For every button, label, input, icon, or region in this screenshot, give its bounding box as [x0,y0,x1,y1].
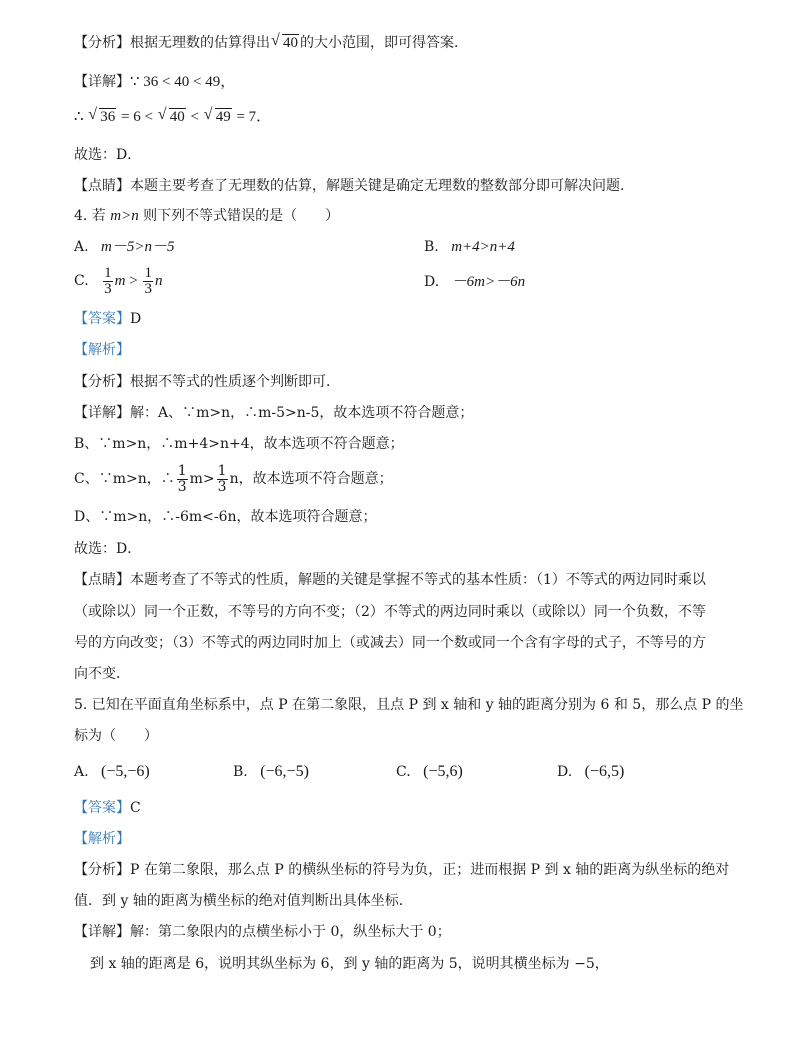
q4-optD-text: －6m>－6n [451,274,526,290]
q5-optA: A. (−5,−6) [74,763,150,780]
q4-answer-line [74,309,141,329]
q4-optD [424,272,525,292]
q4-comment-4: 向不变． [74,666,130,682]
q4-comment-3: 号的方向改变；（3）不等式的两边同时加上（或减去）同一个数或同一个含有字母的式子，不等号的方 [74,635,706,651]
q4-detail-b: B、∵m>n，∴m+4>n+4，故本选项不符合题意； [74,436,404,452]
q5-optC: C. (−5,6) [396,763,463,780]
q5-detail-1: 【详解】解：第二象限内的点横坐标小于 0，纵坐标大于 0； [74,924,451,940]
q4-optB-text: m+4>n+4 [451,239,515,255]
lt-symbol: < [186,109,203,125]
eq-7: = 7． [232,109,272,125]
q5-optB: B. (−6,−5) [233,763,309,780]
sqrt-36: √ 36 [88,107,116,127]
analysis-tag: 【分析】 [74,35,130,51]
q4-detail-c: C、∵m>n，∴ $\frac{1}{3}$ m> $\frac{1}{3}$ n，故本选项不符合题意； [74,462,393,495]
sqrt-40b: √ 40 [158,107,186,127]
q5-analysis-2: 值．到 y 轴的距离为横坐标的绝对值判断出具体坐标． [74,893,413,909]
q3-analysis-line [74,33,468,53]
comment-tag: 【点睛】 [74,178,130,194]
q4-optC [74,262,162,300]
q4-comment-2: （或除以）同一个正数，不等号的方向不变；（2）不等式的两边同时乘以（或除以）同一个负数，不等 [74,604,706,620]
q3-comment-text: 本题主要考查了无理数的估算，解题关键是确定无理数的整数部分即可解决问题． [130,178,634,194]
q4-optA-text: m－5>n－5 [101,239,175,255]
q3-analysis-text-b: 的大小范围，即可得答案． [300,35,468,51]
q5-stem-1: 5. 已知在平面直角坐标系中，点 P 在第二象限，且点 P 到 x 轴和 y 轴的距离分别为 6 和 5，那么点 P 的坐 [74,697,744,713]
q4-explain-line [74,340,130,360]
q4-optB [424,237,515,257]
q5-stem-2: 标为（ ） [74,728,158,744]
q4-optC-expr: $\frac{1}{3}$ m > $\frac{1}{3}$ n [104,265,163,298]
q4-answer-value: D [130,311,142,327]
q4-optA-label: A. [74,239,89,255]
q4-analysis-line: 【分析】根据不等式的性质逐个判断即可． [74,374,340,390]
q3-analysis-text-a: 根据无理数的估算得出 [130,35,270,51]
detail-tag: 【详解】 [74,74,130,90]
q5-answer-line: 【答案】C [74,800,141,816]
q3-therefore-line [74,107,271,127]
q5-detail-2: 到 x 轴的距离是 6，说明其纵坐标为 6，到 y 轴的距离为 5，说明其横坐标为 −5， [90,956,609,972]
q4-detail-a: 【详解】解：A、∵m>n，∴m-5>n-5，故本选项不符合题意； [74,405,474,421]
q5-explain-line: 【解析】 [74,831,130,847]
q4-optC-label: C. [74,273,89,289]
q5-optD: D. (−6,5) [557,763,625,780]
explain-tag: 【解析】 [74,342,130,358]
sqrt-49: √ 49 [204,107,232,127]
q4-comment-1: 【点睛】本题考查了不等式的性质，解题的关键是掌握不等式的基本性质：（1）不等式的两边同时乘以 [74,572,706,588]
q4-options-row1 [74,237,174,257]
therefore-symbol: ∴ [74,109,88,125]
q4-optD-label: D. [424,274,440,290]
q3-choose-line: 故选：D． [74,147,142,163]
eq-6: = 6 < [117,109,157,125]
q4-detail-d: D、∵m>n，∴-6m<-6n，故本选项符合题意； [74,509,377,525]
q4-stem: 4. 若 m>n 则下列不等式错误的是（ ） [74,208,340,224]
q3-detail-line [74,72,235,92]
q5-analysis-1: 【分析】P 在第二象限，那么点 P 的横纵坐标的符号为负，正；进而根据 P 到 x 轴的距离为纵坐标的绝对 [74,862,730,878]
q4-optB-label: B. [424,239,439,255]
answer-tag: 【答案】 [74,311,130,327]
q5-answer-value: C [130,800,141,816]
sqrt-40: √ 40 [271,33,299,53]
q3-comment-line [74,176,634,196]
q4-choose-line: 故选：D． [74,541,142,557]
q3-detail-math: ∵ 36 < 40 < 49， [130,74,236,90]
